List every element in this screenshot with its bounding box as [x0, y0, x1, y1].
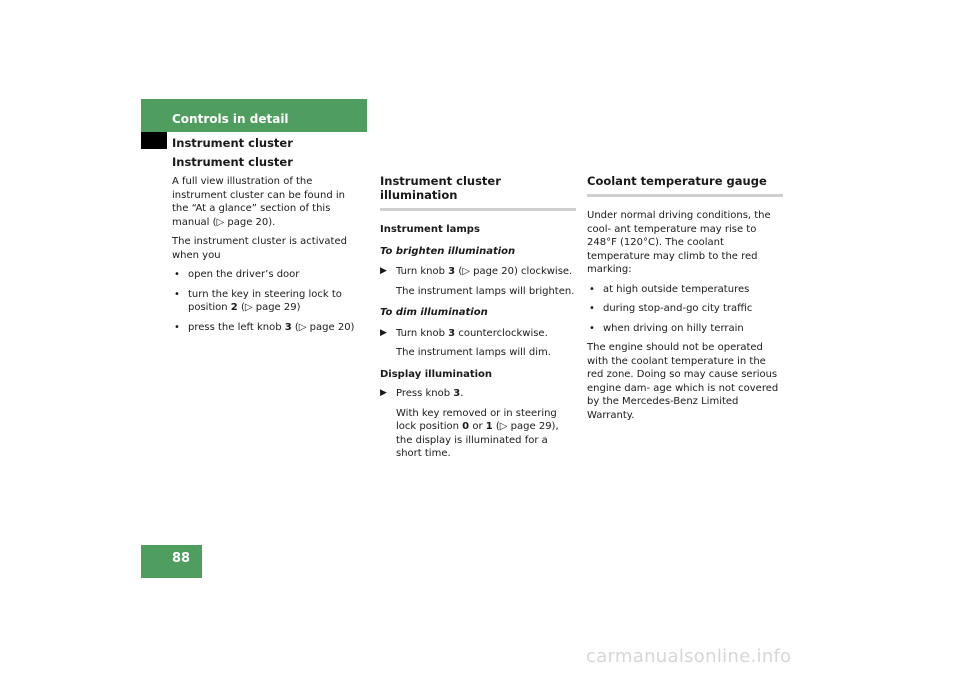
page-number: 88 — [172, 551, 191, 566]
list-item-text: when driving on hilly terrain — [603, 322, 744, 334]
subheading-dim: To dim illumination — [380, 307, 488, 318]
knob-number: 3 — [448, 327, 456, 339]
result-dim: The instrument lamps will dim. — [396, 347, 551, 358]
list-item-text: press the left knob — [188, 321, 282, 333]
position-number: 1 — [485, 421, 493, 432]
list-item-text: open the driver’s door — [188, 269, 300, 280]
intro-paragraph: A full view illustration of the instrument cluster can be found in the “At a glance” section of this manual (▷ page 20). — [172, 176, 345, 228]
result-brighten: The instrument lamps will brighten. — [396, 285, 575, 297]
section-tab-marker — [141, 132, 167, 149]
subheading-display: Display illumination — [380, 368, 493, 380]
heading-instrument-cluster: Instrument cluster — [172, 155, 293, 169]
column-instrument-cluster — [172, 155, 364, 334]
page-reference: (▷ page 20) — [294, 321, 355, 333]
knob-number: 3 — [284, 321, 292, 333]
step-text: Turn knob — [396, 327, 445, 339]
list-item-text: during stop-and-go city traffic — [603, 303, 753, 314]
result-display — [380, 407, 576, 461]
step-text: Turn knob — [396, 266, 445, 277]
knob-number: 3 — [448, 266, 456, 277]
column-coolant — [587, 174, 783, 422]
watermark: carmanualsonline.info — [586, 646, 792, 667]
step-text: (▷ page 20) clockwise. — [458, 266, 573, 277]
coolant-warning: The engine should not be operated with the coolant temperature in the red zone. Doing so may cause serious engine dam- age which is not covered by the Mercedes-Benz Limited Warranty. — [587, 342, 779, 421]
activation-paragraph: The instrument cluster is activated when you — [172, 236, 347, 261]
list-item-text: at high outside temperatures — [603, 283, 750, 295]
list-item — [587, 322, 783, 336]
step-text: counterclockwise. — [458, 327, 548, 339]
bullet-dot-icon: • — [589, 322, 595, 334]
coolant-intro: Under normal driving conditions, the cool- ant temperature may rise to 248°F (120°C). The coolant temperature may climb to the red marking: — [587, 210, 771, 275]
step-text: Press knob — [396, 388, 451, 399]
list-item-text: turn the key in steering lock to position — [188, 288, 342, 313]
position-number: 0 — [462, 421, 470, 432]
bullet-dot-icon: • — [174, 321, 180, 333]
heading-rule — [380, 208, 576, 211]
step-brighten — [380, 265, 576, 279]
subsection-title: Instrument cluster — [172, 136, 293, 150]
subheading-instrument-lamps: Instrument lamps — [380, 224, 480, 235]
list-item — [587, 302, 783, 316]
bullet-dot-icon: • — [589, 303, 595, 314]
step-dim — [380, 327, 576, 341]
triangle-right-icon: ▶ — [380, 266, 387, 276]
bullet-dot-icon: • — [174, 288, 180, 300]
bullet-dot-icon: • — [589, 283, 595, 295]
heading-illumination: Instrument cluster illumination — [380, 174, 501, 202]
step-display — [380, 387, 576, 401]
column-illumination — [380, 174, 576, 461]
triangle-right-icon: ▶ — [380, 388, 387, 398]
page-reference: (▷ page 29) — [240, 302, 301, 313]
knob-number: 3 — [453, 388, 461, 399]
section-title: Controls in detail — [172, 112, 289, 126]
triangle-right-icon: ▶ — [380, 327, 387, 338]
list-item — [587, 283, 783, 297]
list-item — [172, 321, 364, 335]
step-text: . — [460, 388, 464, 399]
bullet-dot-icon: • — [174, 269, 180, 280]
position-number: 2 — [230, 302, 238, 313]
subheading-brighten: To brighten illumination — [380, 245, 516, 257]
list-item — [172, 268, 364, 282]
result-text: or — [472, 421, 483, 432]
result-text: (▷ page 29), the display is illuminated for a short time. — [396, 421, 559, 459]
heading-coolant: Coolant temperature gauge — [587, 174, 767, 188]
list-item — [172, 288, 364, 315]
heading-rule — [587, 194, 783, 197]
result-text: With key removed or in steering lock position — [396, 407, 557, 432]
